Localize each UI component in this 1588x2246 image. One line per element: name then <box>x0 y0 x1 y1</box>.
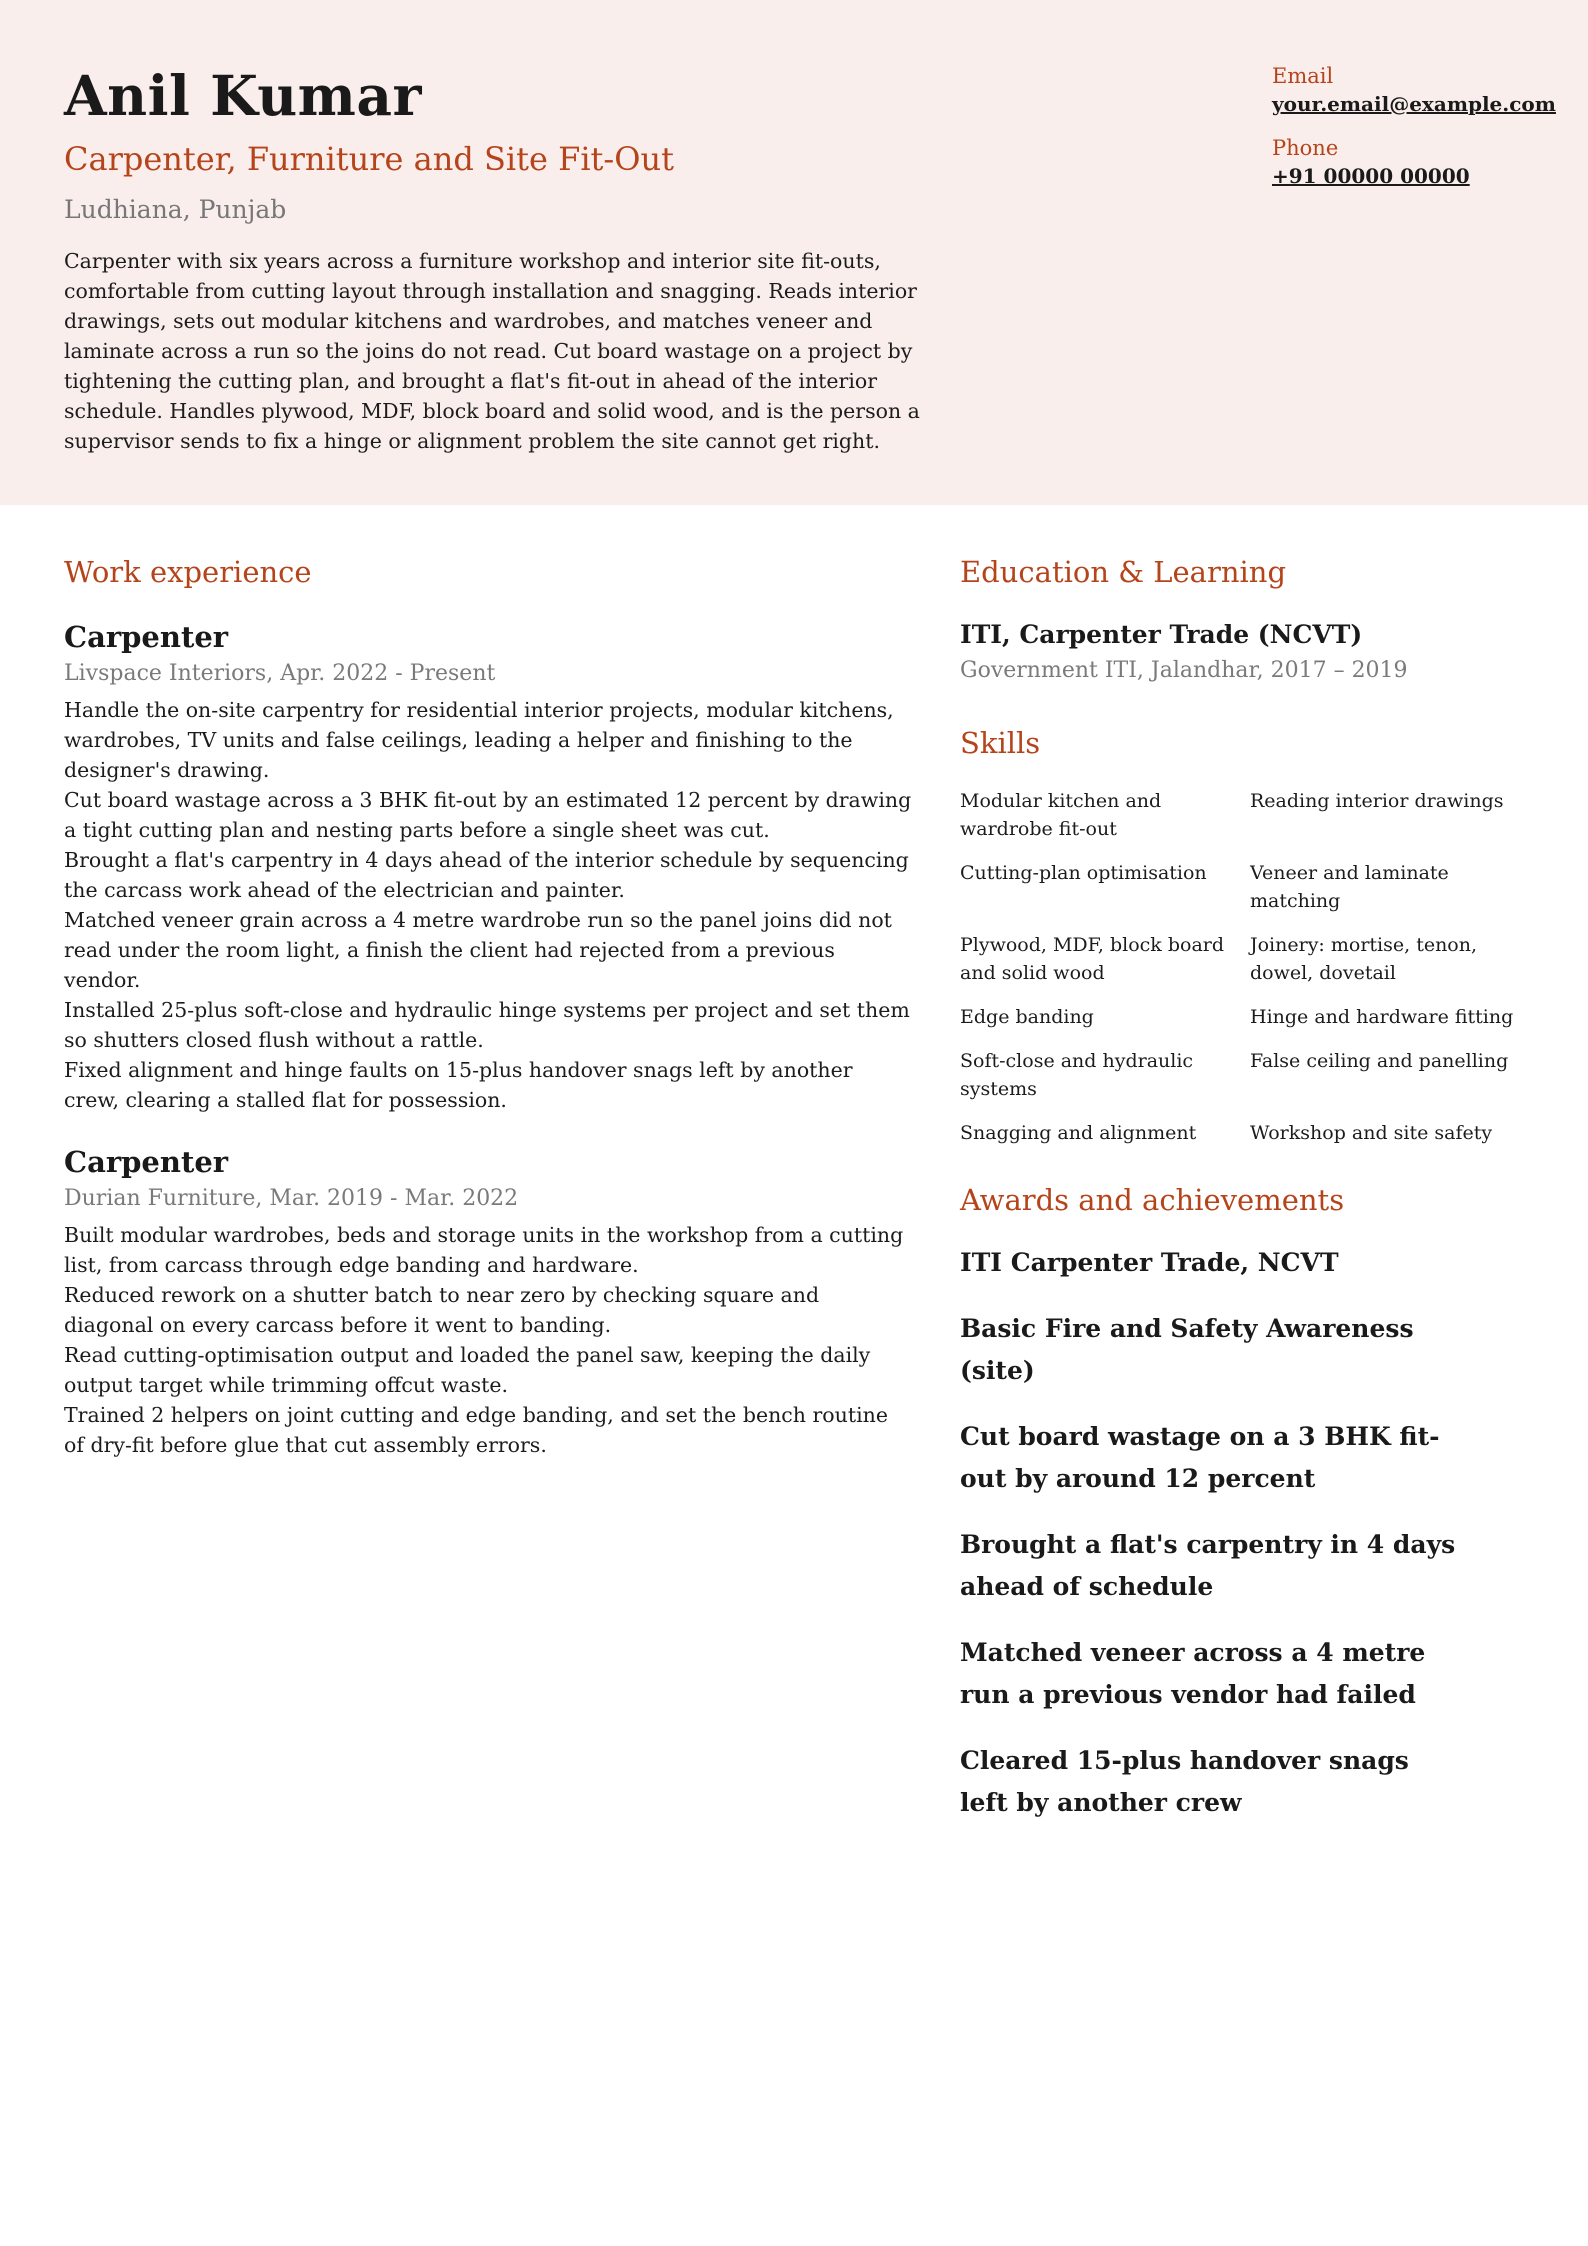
skill-item: Workshop and site safety <box>1250 1121 1493 1144</box>
experience-column <box>64 555 914 1460</box>
skill-item: Soft-close and hydraulic systems <box>960 1049 1194 1100</box>
job-bullet: Built modular wardrobes, beds and storage units in the workshop from a cutting list, from carcass through edge banding and hardware. <box>64 1223 904 1278</box>
job-bullet: Brought a flat's carpentry in 4 days ahead of the interior schedule by sequencing the carcass work ahead of the electrician and painter. <box>64 847 909 902</box>
person-name: Anil Kumar <box>64 63 422 128</box>
skill-item: Joinery: mortise, tenon, dowel, dovetail <box>1250 933 1478 984</box>
phone-link[interactable]: +91 00000 00000 <box>1272 164 1470 188</box>
award-item: Matched veneer across a 4 metre run a previous vendor had failed <box>960 1637 1426 1709</box>
phone-label: Phone <box>1272 136 1339 160</box>
skill-item: Cutting-plan optimisation <box>960 861 1207 884</box>
skills-grid <box>960 787 1540 1147</box>
award-item: ITI Carpenter Trade, NCVT <box>960 1247 1339 1277</box>
skill-item: Hinge and hardware fitting <box>1250 1005 1514 1028</box>
job-bullet: Matched veneer grain across a 4 metre wardrobe run so the panel joins did not read under the room light, a finish the client had rejected from a previous vendor. <box>64 907 892 992</box>
sidebar-column <box>960 555 1540 1824</box>
job-bullets <box>64 695 914 1115</box>
skill-item: Snagging and alignment <box>960 1121 1197 1144</box>
job-employer-dates: Durian Furniture, Mar. 2019 - Mar. 2022 <box>64 1185 519 1211</box>
job-bullet: Read cutting-optimisation output and loaded the panel saw, keeping the daily output target while trimming offcut waste. <box>64 1343 871 1398</box>
job-bullet: Trained 2 helpers on joint cutting and edge banding, and set the bench routine of dry-fit before glue that cut assembly errors. <box>64 1403 888 1458</box>
job-title: Carpenter <box>64 619 229 654</box>
section-title-education: Education & Learning <box>960 555 1287 589</box>
education-institution: Government ITI, Jalandhar, 2017 – 2019 <box>960 657 1408 683</box>
job-headline: Carpenter, Furniture and Site Fit-Out <box>64 140 674 178</box>
section-title-awards: Awards and achievements <box>960 1182 1345 1217</box>
skill-item: Veneer and laminate matching <box>1250 861 1449 912</box>
location: Ludhiana, Punjab <box>64 195 287 224</box>
email-link[interactable]: your.email@example.com <box>1272 92 1556 116</box>
section-title-experience: Work experience <box>64 555 312 589</box>
award-item: Cleared 15-plus handover snags left by another crew <box>960 1745 1409 1817</box>
job-employer-dates: Livspace Interiors, Apr. 2022 - Present <box>64 660 496 686</box>
skill-item: Modular kitchen and wardrobe fit-out <box>960 789 1162 840</box>
job-bullet: Installed 25-plus soft-close and hydraulic hinge systems per project and set them so shutters closed flush without a rattle. <box>64 997 910 1052</box>
job-entry <box>64 1145 914 1460</box>
section-title-skills: Skills <box>960 726 1041 761</box>
job-bullet: Cut board wastage across a 3 BHK fit-out by an estimated 12 percent by drawing a tight cutting plan and nesting parts before a single sheet was cut. <box>64 787 912 842</box>
skill-item: False ceiling and panelling <box>1250 1049 1509 1072</box>
job-title: Carpenter <box>64 1144 229 1179</box>
job-bullet: Reduced rework on a shutter batch to near zero by checking square and diagonal on every carcass before it went to banding. <box>64 1283 820 1338</box>
job-bullet: Handle the on-site carpentry for residential interior projects, modular kitchens, wardrobes, TV units and false ceilings, leading a helper and finishing to the designer's drawing. <box>64 697 894 782</box>
contact-block <box>1272 62 1572 206</box>
header-band <box>0 0 1588 505</box>
job-entry <box>64 620 914 1115</box>
skill-item: Plywood, MDF, block board and solid wood <box>960 933 1225 984</box>
award-item: Brought a flat's carpentry in 4 days ahead of schedule <box>960 1529 1456 1601</box>
email-label: Email <box>1272 64 1334 88</box>
job-bullets <box>64 1220 914 1460</box>
skill-item: Reading interior drawings <box>1250 789 1504 812</box>
award-item: Basic Fire and Safety Awareness (site) <box>960 1313 1414 1385</box>
job-bullet: Fixed alignment and hinge faults on 15-plus handover snags left by another crew, clearing a stalled flat for possession. <box>64 1057 853 1112</box>
skill-item: Edge banding <box>960 1005 1094 1028</box>
summary: Carpenter with six years across a furniture workshop and interior site fit-outs, comfortable from cutting layout through installation and snagging. Reads interior drawings, sets out modular kitchens and wardrobes, and matches veneer and laminate across a run so the joins do not read. Cut board wastage on a project by tightening the cutting plan, and brought a flat's fit-out in ahead of the interior schedule. Handles plywood, MDF, block board and solid wood, and is the person a supervisor sends to fix a hinge or alignment problem the site cannot get right. <box>64 249 920 453</box>
education-degree: ITI, Carpenter Trade (NCVT) <box>960 619 1363 649</box>
award-item: Cut board wastage on a 3 BHK fit-out by around 12 percent <box>960 1421 1440 1493</box>
